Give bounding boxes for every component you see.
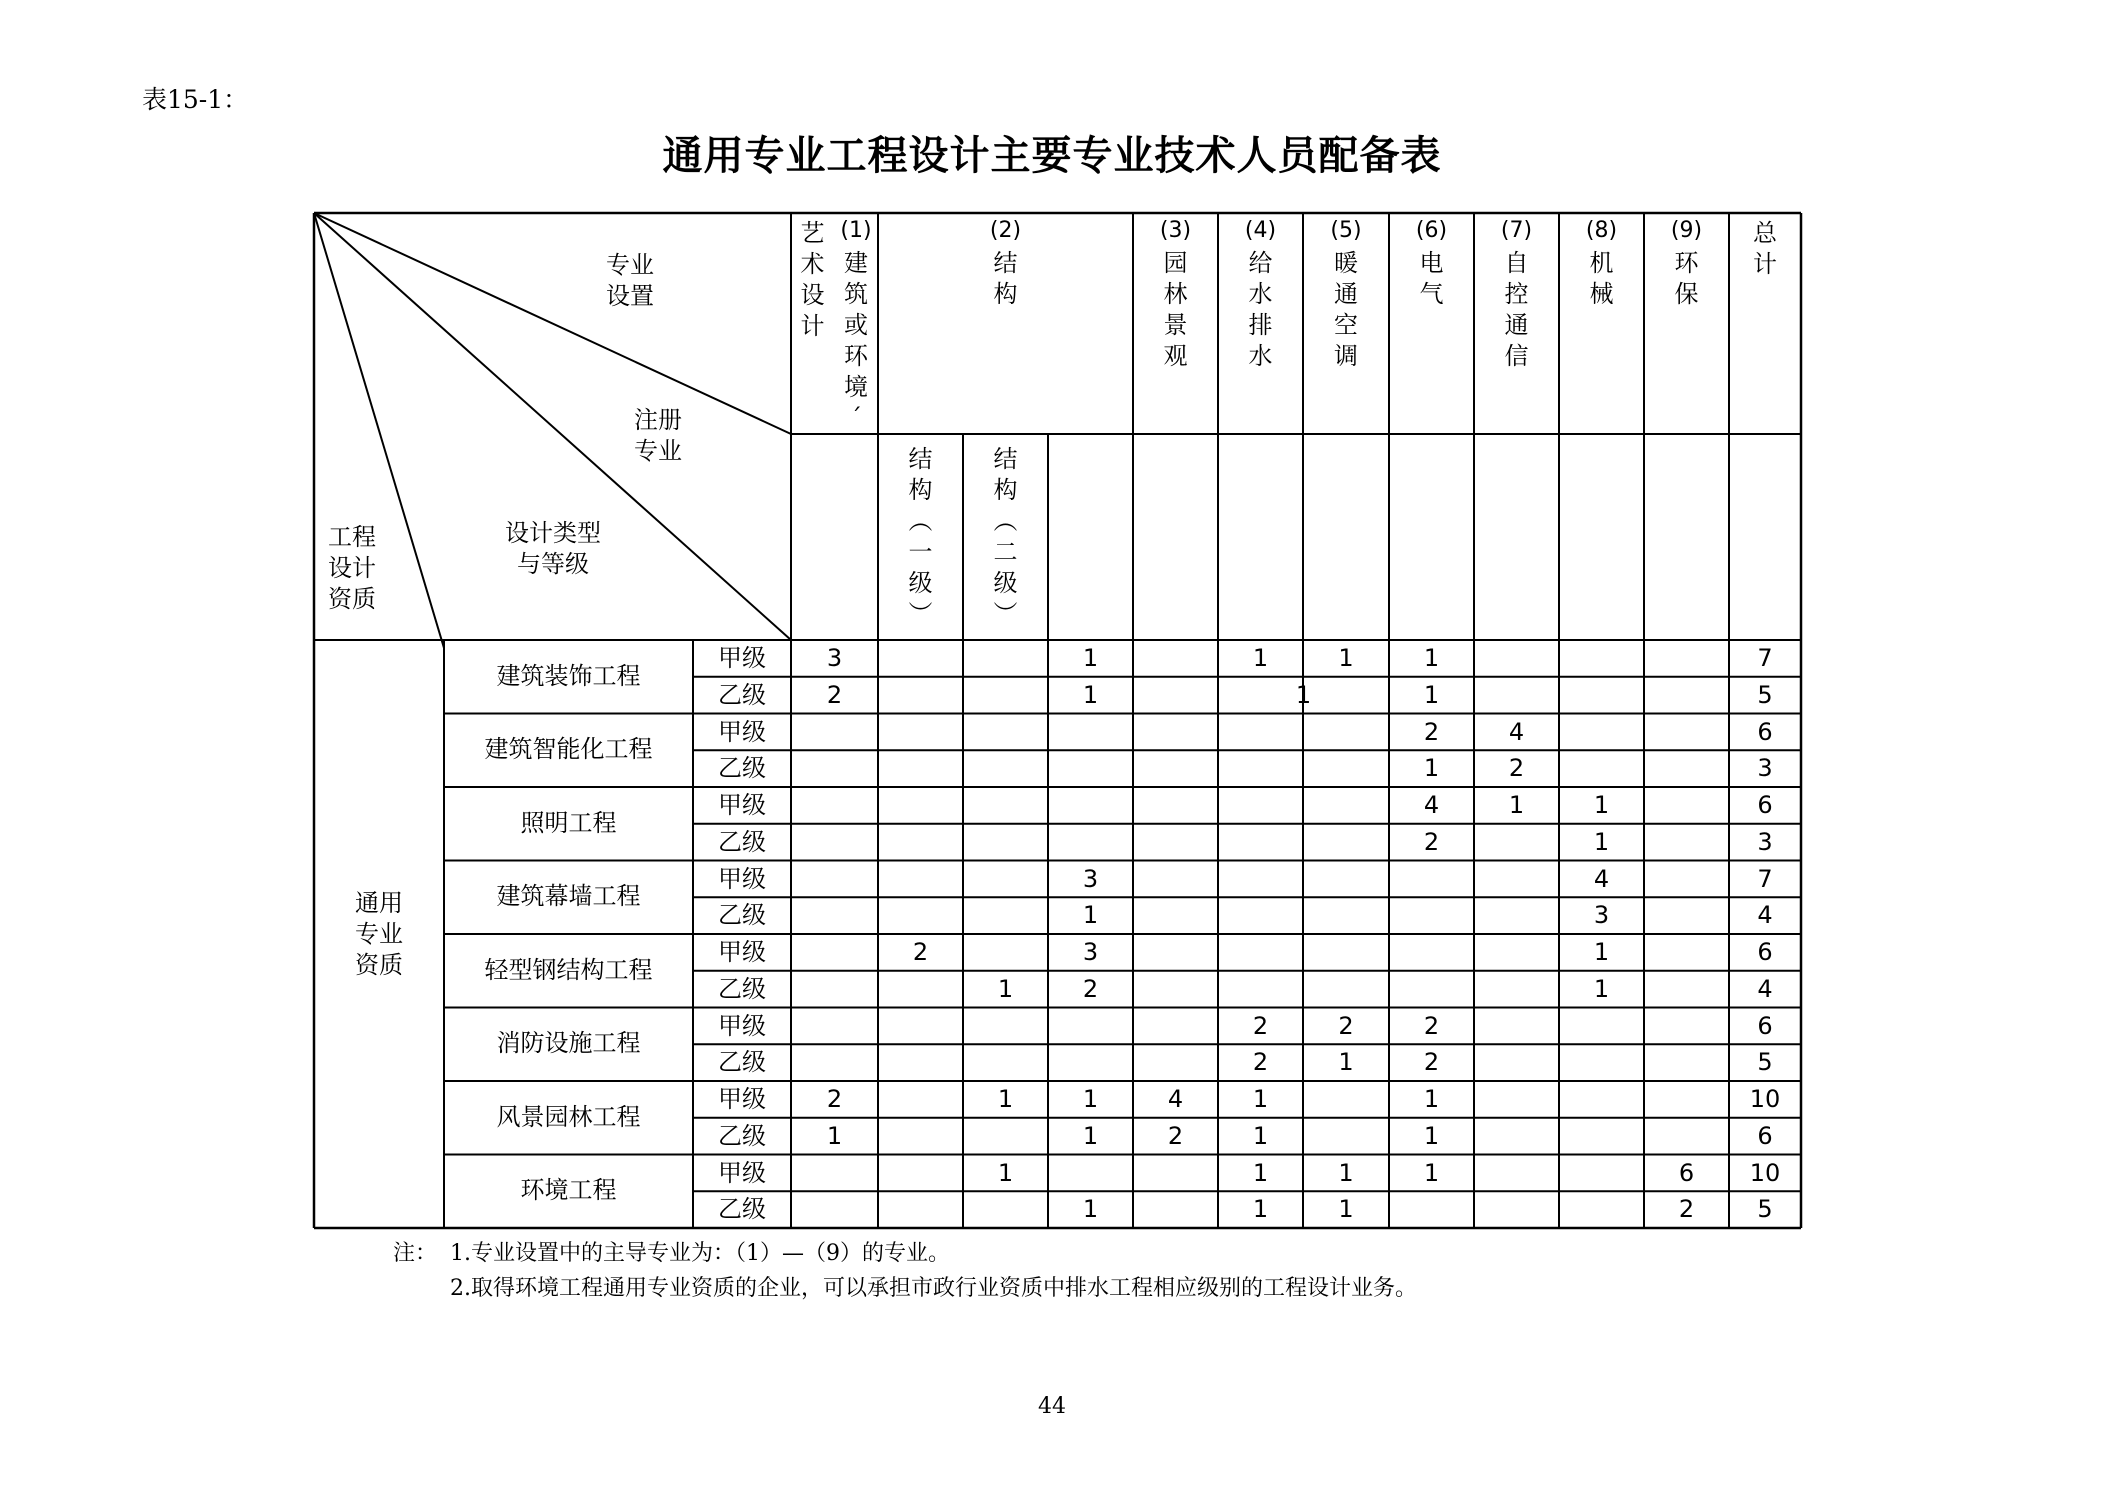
table-cell-value: 1 — [1593, 938, 1610, 966]
table-cell-value: 1 — [1082, 1121, 1099, 1150]
table-cell-value: 1 — [1252, 644, 1269, 672]
registered-column-1: 结 构 ︵ 一 级 ︶ — [908, 445, 933, 628]
label-registered-specialty: 注册 专业 — [634, 406, 682, 465]
table-cell-value: 2 — [1423, 717, 1440, 746]
table-cell-value-merged: 1 — [1295, 680, 1312, 709]
table-cell-value: 1 — [1252, 1085, 1269, 1113]
column-number: (9) — [1670, 218, 1703, 243]
table-cell-value: 10 — [1749, 1085, 1781, 1113]
note-1: 1.专业设置中的主导专业为：（1）—（9）的专业。 — [450, 1241, 950, 1266]
table-cell-value: 1 — [826, 1121, 843, 1150]
table-cell-value: 4 — [1593, 864, 1610, 893]
table-cell-value: 6 — [1757, 791, 1773, 819]
project-type-label: 风景园林工程 — [496, 1102, 641, 1131]
table-cell-value: 2 — [1423, 827, 1440, 856]
page-number: 44 — [1038, 1394, 1066, 1419]
label-qualification: 工程 设计 资质 — [328, 523, 376, 613]
project-type-label: 轻型钢结构工程 — [484, 955, 653, 984]
table-cell-value: 6 — [1757, 938, 1773, 966]
table-cell-value: 6 — [1757, 1121, 1773, 1150]
project-type-label: 建筑幕墙工程 — [496, 882, 641, 911]
table-cell-value: 1 — [997, 974, 1014, 1003]
column-number: (1) — [840, 218, 872, 243]
table-cell-value: 5 — [1757, 1048, 1773, 1077]
grade-label: 甲级 — [718, 644, 766, 672]
column-header-3: 园 林 景 观 — [1163, 249, 1188, 370]
table-cell-value: 3 — [1757, 827, 1773, 856]
column-header-10: 总 计 — [1753, 219, 1777, 278]
table-cell-value: 4 — [1757, 974, 1773, 1003]
table-cell-value: 1 — [1252, 1121, 1269, 1150]
table-cell-value: 2 — [1338, 1011, 1354, 1040]
grade-label: 乙级 — [718, 827, 766, 856]
table-cell-value: 1 — [1423, 644, 1440, 672]
column-number: (8) — [1585, 218, 1618, 243]
table-cell-value: 1 — [1423, 1158, 1440, 1187]
grade-label: 乙级 — [718, 1048, 766, 1077]
table-cell-value: 2 — [826, 1085, 843, 1113]
grade-label: 甲级 — [718, 938, 766, 966]
table-cell-value: 1 — [1252, 1195, 1269, 1224]
project-type-label: 照明工程 — [520, 808, 617, 837]
label-design-type-grade: 设计类型 与等级 — [505, 519, 601, 578]
column-header-6: 电 气 — [1419, 249, 1444, 308]
table-cell-value: 2 — [1252, 1048, 1269, 1077]
table-cell-value: 7 — [1757, 644, 1773, 672]
table-cell-value: 5 — [1757, 680, 1773, 709]
grade-label: 乙级 — [718, 901, 766, 930]
table-cell-value: 2 — [1252, 1011, 1269, 1040]
table-cell-value: 1 — [1423, 1085, 1440, 1113]
table-cell-value: 4 — [1508, 717, 1525, 746]
grade-label: 甲级 — [718, 791, 766, 819]
grade-label: 甲级 — [718, 717, 766, 746]
table-cell-value: 1 — [1338, 1158, 1354, 1187]
column-header-1: 建 筑 或 环 境 ´ — [844, 249, 868, 432]
table-cell-value: 4 — [1757, 901, 1773, 930]
table-cell-value: 3 — [1593, 901, 1610, 930]
label-specialty-setting: 专业 设置 — [606, 251, 654, 310]
table-cell-value: 2 — [826, 680, 843, 709]
table-cell-value: 1 — [1252, 1158, 1269, 1187]
page-title: 通用专业工程设计主要专业技术人员配备表 — [662, 133, 1442, 179]
grade-label: 乙级 — [718, 680, 766, 709]
table-cell-value: 1 — [1082, 1195, 1099, 1224]
table-cell-value: 1 — [1338, 1048, 1354, 1077]
column-number: (7) — [1500, 218, 1533, 243]
table-cell-value: 6 — [1757, 1011, 1773, 1040]
table-cell-value: 10 — [1749, 1158, 1781, 1187]
table-cell-value: 1 — [1423, 754, 1440, 783]
qualification-group-label: 通用 专业 资质 — [355, 889, 403, 979]
table-cell-value: 3 — [1082, 938, 1099, 966]
project-type-label: 建筑装饰工程 — [496, 661, 641, 690]
column-header-9: 环 保 — [1674, 249, 1699, 308]
table-cell-value: 1 — [1082, 680, 1099, 709]
column-number: (4) — [1244, 218, 1277, 243]
grade-label: 乙级 — [718, 1195, 766, 1224]
table-cell-value: 3 — [1757, 754, 1773, 783]
column-header-5: 暖 通 空 调 — [1334, 249, 1358, 370]
grade-label: 甲级 — [718, 1158, 766, 1187]
column-header-7: 自 控 通 信 — [1504, 249, 1529, 370]
table-cell-value: 6 — [1757, 717, 1773, 746]
grade-label: 甲级 — [718, 1011, 766, 1040]
table-cell-value: 4 — [1167, 1085, 1184, 1113]
column-header-0: 艺 术 设 计 — [800, 219, 825, 340]
column-number: (6) — [1415, 218, 1448, 243]
table-cell-value: 3 — [826, 644, 843, 672]
registered-column-2: 结 构 ︵ 二 级 ︶ — [993, 445, 1018, 628]
column-number: (5) — [1330, 218, 1362, 243]
column-header-4: 给 水 排 水 — [1248, 249, 1273, 370]
table-cell-value: 1 — [1593, 791, 1610, 819]
project-type-label: 消防设施工程 — [496, 1029, 641, 1058]
grade-label: 甲级 — [718, 864, 766, 893]
grade-label: 甲级 — [718, 1085, 766, 1113]
notes-prefix: 注： — [393, 1241, 438, 1266]
table-cell-value: 1 — [1338, 1195, 1354, 1224]
table-cell-value: 1 — [1082, 644, 1099, 672]
table-cell-value: 1 — [1423, 680, 1440, 709]
grade-label: 乙级 — [718, 754, 766, 783]
table-cell-value: 2 — [1167, 1121, 1184, 1150]
table-cell-value: 1 — [997, 1158, 1014, 1187]
table-label: 表15-1： — [142, 85, 249, 114]
column-header-8: 机 械 — [1589, 249, 1614, 308]
project-type-label: 建筑智能化工程 — [484, 735, 653, 764]
table-cell-value: 7 — [1757, 864, 1773, 893]
table-cell-value: 2 — [1508, 754, 1525, 783]
grade-label: 乙级 — [718, 974, 766, 1003]
table-cell-value: 2 — [1423, 1048, 1440, 1077]
note-2: 2.取得环境工程通用专业资质的企业，可以承担市政行业资质中排水工程相应级别的工程设计业务。 — [450, 1276, 1417, 1301]
grade-label: 乙级 — [718, 1121, 766, 1150]
column-number: (3) — [1159, 218, 1192, 243]
table-cell-value: 1 — [1082, 1085, 1099, 1113]
table-cell-value: 3 — [1082, 864, 1099, 893]
table-cell-value: 2 — [1082, 974, 1099, 1003]
column-header-2: 结 构 — [993, 249, 1018, 308]
table-cell-value: 1 — [1593, 827, 1610, 856]
table-cell-value: 1 — [1508, 791, 1525, 819]
table-cell-value: 2 — [912, 938, 929, 966]
table-cell-value: 2 — [1678, 1195, 1695, 1224]
table-cell-value: 5 — [1757, 1195, 1773, 1224]
table-cell-value: 2 — [1423, 1011, 1440, 1040]
table-cell-value: 1 — [1593, 974, 1610, 1003]
diagonal-line — [314, 213, 791, 434]
table-cell-value: 1 — [1082, 901, 1099, 930]
table-cell-value: 6 — [1678, 1158, 1695, 1187]
table-cell-value: 4 — [1423, 791, 1440, 819]
project-type-label: 环境工程 — [520, 1176, 617, 1205]
table-cell-value: 1 — [1338, 644, 1354, 672]
table-cell-value: 1 — [1423, 1121, 1440, 1150]
column-number: (2) — [989, 218, 1022, 243]
table-cell-value: 1 — [997, 1085, 1014, 1113]
